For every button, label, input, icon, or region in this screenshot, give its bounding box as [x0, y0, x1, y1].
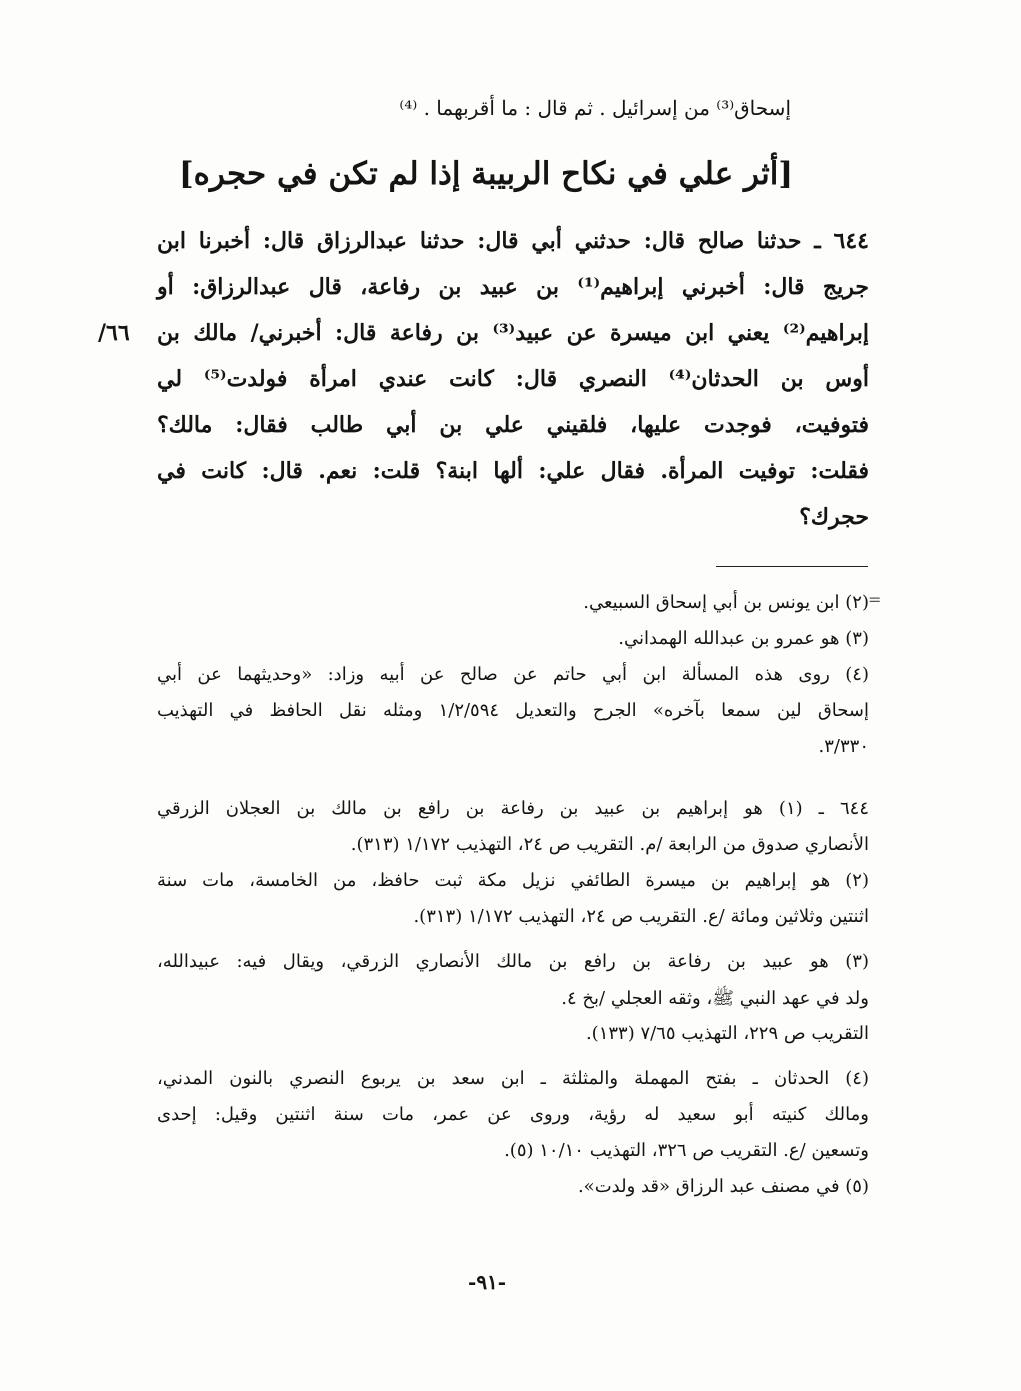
body-line: فتوفيت، فوجدت عليها، فلقيني علي بن أبي طالب فقال: مالك؟ — [157, 412, 869, 438]
footnote-line: (٤) روى هذه المسألة ابن أبي حاتم عن صالح عن أبيه وزاد: «وحديثهما عن أبي — [157, 664, 869, 685]
footnote-line: (٣) هو عمرو بن عبدالله الهمداني. — [618, 628, 869, 649]
page-number: -٩١- — [468, 1270, 507, 1294]
body-line: فقلت: توفيت المرأة. فقال علي: ألها ابنة؟ قلت: نعم. قال: كانت في — [157, 458, 869, 484]
footnote-line: (٢) هو إبراهيم بن ميسرة الطائفي نزيل مكة ثبت حافظ، من الخامسة، مات سنة — [157, 870, 869, 891]
footnote-line: ٦٤٤ ـ (١) هو إبراهيم بن عبيد بن رفاعة بن رافع بن مالك بن العجلان الزرقي — [157, 798, 869, 819]
footnote-line: الأنصاري صدوق من الرابعة /م. التقريب ص ٢٤، التهذيب ١/١٧٢ (٣١٣). — [350, 834, 869, 855]
footnote-line: ٣/٣٣٠. — [818, 736, 869, 757]
body-line: ٦٤٤ ـ حدثنا صالح قال: حدثني أبي قال: حدثنا عبدالرزاق قال: أخبرنا ابن — [157, 228, 869, 254]
footnote-line: ولد في عهد النبي ﷺ، وثقه العجلي /بخ ٤. — [561, 988, 869, 1009]
footnote-line: إسحاق لين سمعا بآخره» الجرح والتعديل ١/٢/٥٩٤ ومثله نقل الحافظ في التهذيب — [157, 700, 869, 721]
continuation-line: إسحاق⁽³⁾ من إسرائيل . ثم قال : ما أقربهما . ⁽⁴⁾ — [399, 96, 791, 120]
footnote-line: اثنتين وثلاثين ومائة /ع. التقريب ص ٢٤، التهذيب ١/١٧٢ (٣١٣). — [413, 906, 869, 927]
separator-mark: = — [868, 590, 882, 609]
margin-page-reference: ٦٦/ — [98, 320, 130, 346]
footnote-line: (٢) ابن يونس بن أبي إسحاق السبيعي. — [583, 592, 869, 613]
body-line: إبراهيم⁽²⁾ يعني ابن ميسرة عن عبيد⁽³⁾ بن رفاعة قال: أخبرني/ مالك بن — [157, 320, 869, 346]
footnote-line: وتسعين /ع. التقريب ص ٣٢٦، التهذيب ١٠/١٠ (٥). — [504, 1140, 869, 1161]
footnote-divider — [716, 566, 868, 567]
body-line: جريج قال: أخبرني إبراهيم⁽¹⁾ بن عبيد بن رفاعة، قال عبدالرزاق: أو — [157, 274, 869, 300]
section-heading: [أثر علي في نكاح الربيبة إذا لم تكن في حجره] — [178, 156, 793, 192]
footnote-line: التقريب ص ٢٢٩، التهذيب ٧/٦٥ (١٣٣). — [585, 1023, 869, 1044]
footnote-line: (٤) الحدثان ـ بفتح المهملة والمثلثة ـ ابن سعد بن يربوع النصري بالنون المدني، — [157, 1068, 869, 1089]
body-line: حجرك؟ — [799, 504, 869, 530]
footnote-line: ومالك كنيته أبو سعيد له رؤية، وروى عن عمر، مات سنة اثنتين وقيل: إحدى — [157, 1104, 869, 1125]
body-line: أوس بن الحدثان⁽⁴⁾ النصري قال: كانت عندي امرأة فولدت⁽⁵⁾ لي — [157, 366, 869, 392]
footnote-line: (٣) هو عبيد بن رفاعة بن رافع بن مالك الأنصاري الزرقي، ويقال فيه: عبيدالله، — [157, 951, 869, 972]
footnote-line: (٥) في مصنف عبد الرزاق «قد ولدت». — [577, 1176, 869, 1197]
